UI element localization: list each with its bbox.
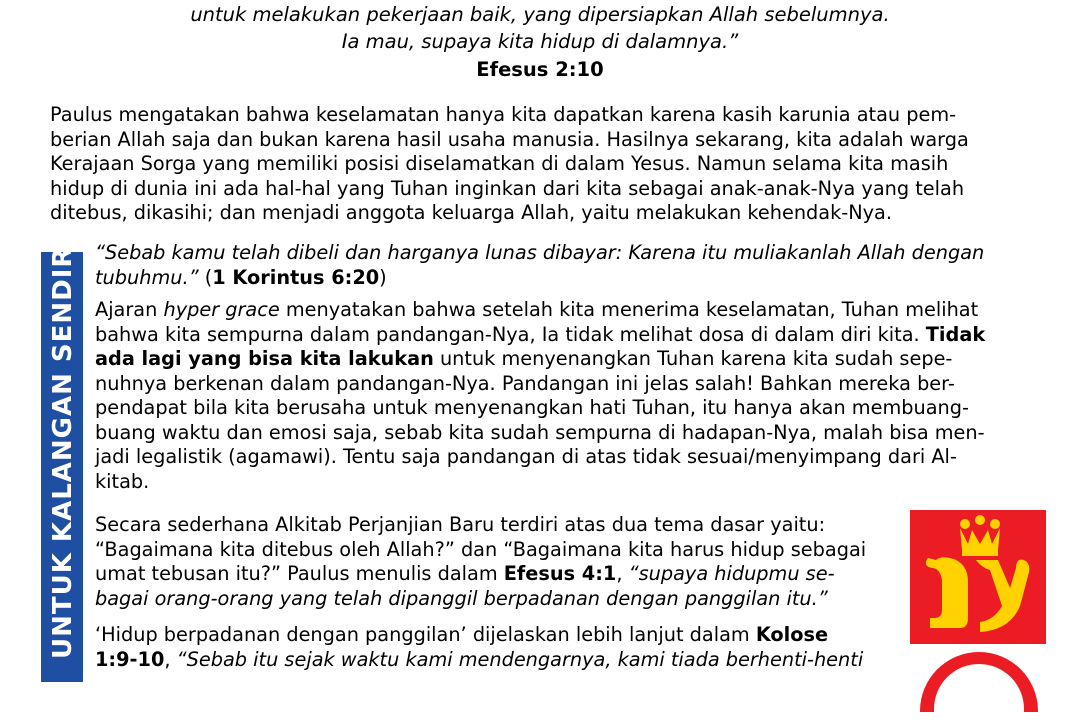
paragraph-intro xyxy=(50,103,969,226)
verse-line-1: untuk melakukan pekerjaan baik, yang dipersiapkan Allah sebelumnya. xyxy=(190,3,890,26)
paren: ( xyxy=(198,265,213,289)
paragraph-line: kitab. xyxy=(95,469,150,493)
emphasis: “supaya hidupmu se- xyxy=(628,562,835,585)
bold-text: Kolose xyxy=(755,623,829,646)
paragraph-line: nuhnya berkenan dalam pandangan-Nya. Pandangan ini jelas salah! Bahkan mereka ber- xyxy=(95,371,955,395)
paragraph-kolose xyxy=(95,623,863,672)
paragraph-line: berian Allah saja dan bukan karena hasil usaha manusia. Hasilnya sekarang, kita adalah warga xyxy=(50,127,969,151)
paragraph-line: hidup di dunia ini ada hal-hal yang Tuhan inginkan dari kita sebagai anak-anak-Nya yang telah xyxy=(50,176,965,200)
side-band-label: UNTUK KALANGAN SENDIRI xyxy=(48,235,78,659)
verse-line-2: Ia mau, supaya kita hidup di dalamnya.” xyxy=(341,30,739,53)
paragraph-line: ditebus, dikasihi; dan menjadi anggota keluarga Allah, yaitu melakukan kehendak-Nya. xyxy=(50,201,892,224)
paragraph-line: Secara sederhana Alkitab Perjanjian Baru terdiri atas dua tema dasar yaitu: xyxy=(95,513,826,536)
church-logo xyxy=(910,510,1046,644)
text: ‘Hidup berpadanan dengan panggilan’ dijelaskan lebih lanjut dalam xyxy=(95,623,756,646)
text: untuk menyenangkan Tuhan karena kita sudah sepe- xyxy=(433,347,953,370)
bold-text: Tidak xyxy=(925,322,986,346)
bold-text: 1:9-10 xyxy=(95,647,165,671)
paragraph-line: “Bagaimana kita ditebus oleh Allah?” dan “Bagaimana kita harus hidup sebagai xyxy=(95,537,867,561)
paragraph-line: Paulus mengatakan bahwa keselamatan hanya kita dapatkan karena kasih karunia atau pem- xyxy=(50,103,957,126)
quote-korintus xyxy=(95,241,984,290)
no-sign-logo xyxy=(920,652,1038,712)
bold-text: Efesus 4:1 xyxy=(503,562,617,585)
quote-reference: 1 Korintus 6:20 xyxy=(212,265,380,289)
paragraph-line: jadi legalistik (agamawi). Tentu saja pandangan di atas tidak sesuai/menyimpang dari Al- xyxy=(95,445,957,468)
emphasis: hyper grace xyxy=(163,298,280,321)
paragraph-hyper-grace xyxy=(95,298,985,494)
emphasis: “Sebab itu sejak waktu kami mendengarnya, kami tiada berhenti-henti xyxy=(176,647,864,671)
quote-line: “Sebab kamu telah dibeli dan harganya lunas dibayar: Karena itu muliakanlah Allah dengan xyxy=(95,241,985,264)
bold-text: ada lagi yang bisa kita lakukan xyxy=(95,347,434,370)
verse-quote xyxy=(0,0,1080,84)
paragraph-line: pendapat bila kita berusaha untuk menyenangkan hati Tuhan, itu hanya akan membuang- xyxy=(95,396,969,419)
side-band xyxy=(41,235,83,682)
text: Ajaran xyxy=(95,298,164,321)
text: , xyxy=(164,647,177,671)
paragraph-line: buang waktu dan emosi saja, sebab kita sudah sempurna di hadapan-Nya, malah bisa men- xyxy=(95,420,985,444)
text: , xyxy=(616,562,629,585)
quote-line: tubuhmu.” xyxy=(95,265,199,289)
text: umat tebusan itu?” Paulus menulis dalam xyxy=(95,562,504,585)
paren: ) xyxy=(379,265,387,289)
text: bahwa kita sempurna dalam pandangan-Nya, Ia tidak melihat dosa di dalam diri kita. xyxy=(95,322,926,346)
paragraph-line: Kerajaan Sorga yang memiliki posisi diselamatkan di dalam Yesus. Namun selama kita masih xyxy=(50,152,949,175)
paragraph-perjanjian-baru xyxy=(95,513,866,611)
crown-letter-icon xyxy=(910,510,1046,644)
text: menyatakan bahwa setelah kita menerima keselamatan, Tuhan melihat xyxy=(279,298,979,321)
emphasis: bagai orang-orang yang telah dipanggil berpadanan dengan panggilan itu.” xyxy=(95,586,828,610)
verse-reference: Efesus 2:10 xyxy=(476,58,604,81)
